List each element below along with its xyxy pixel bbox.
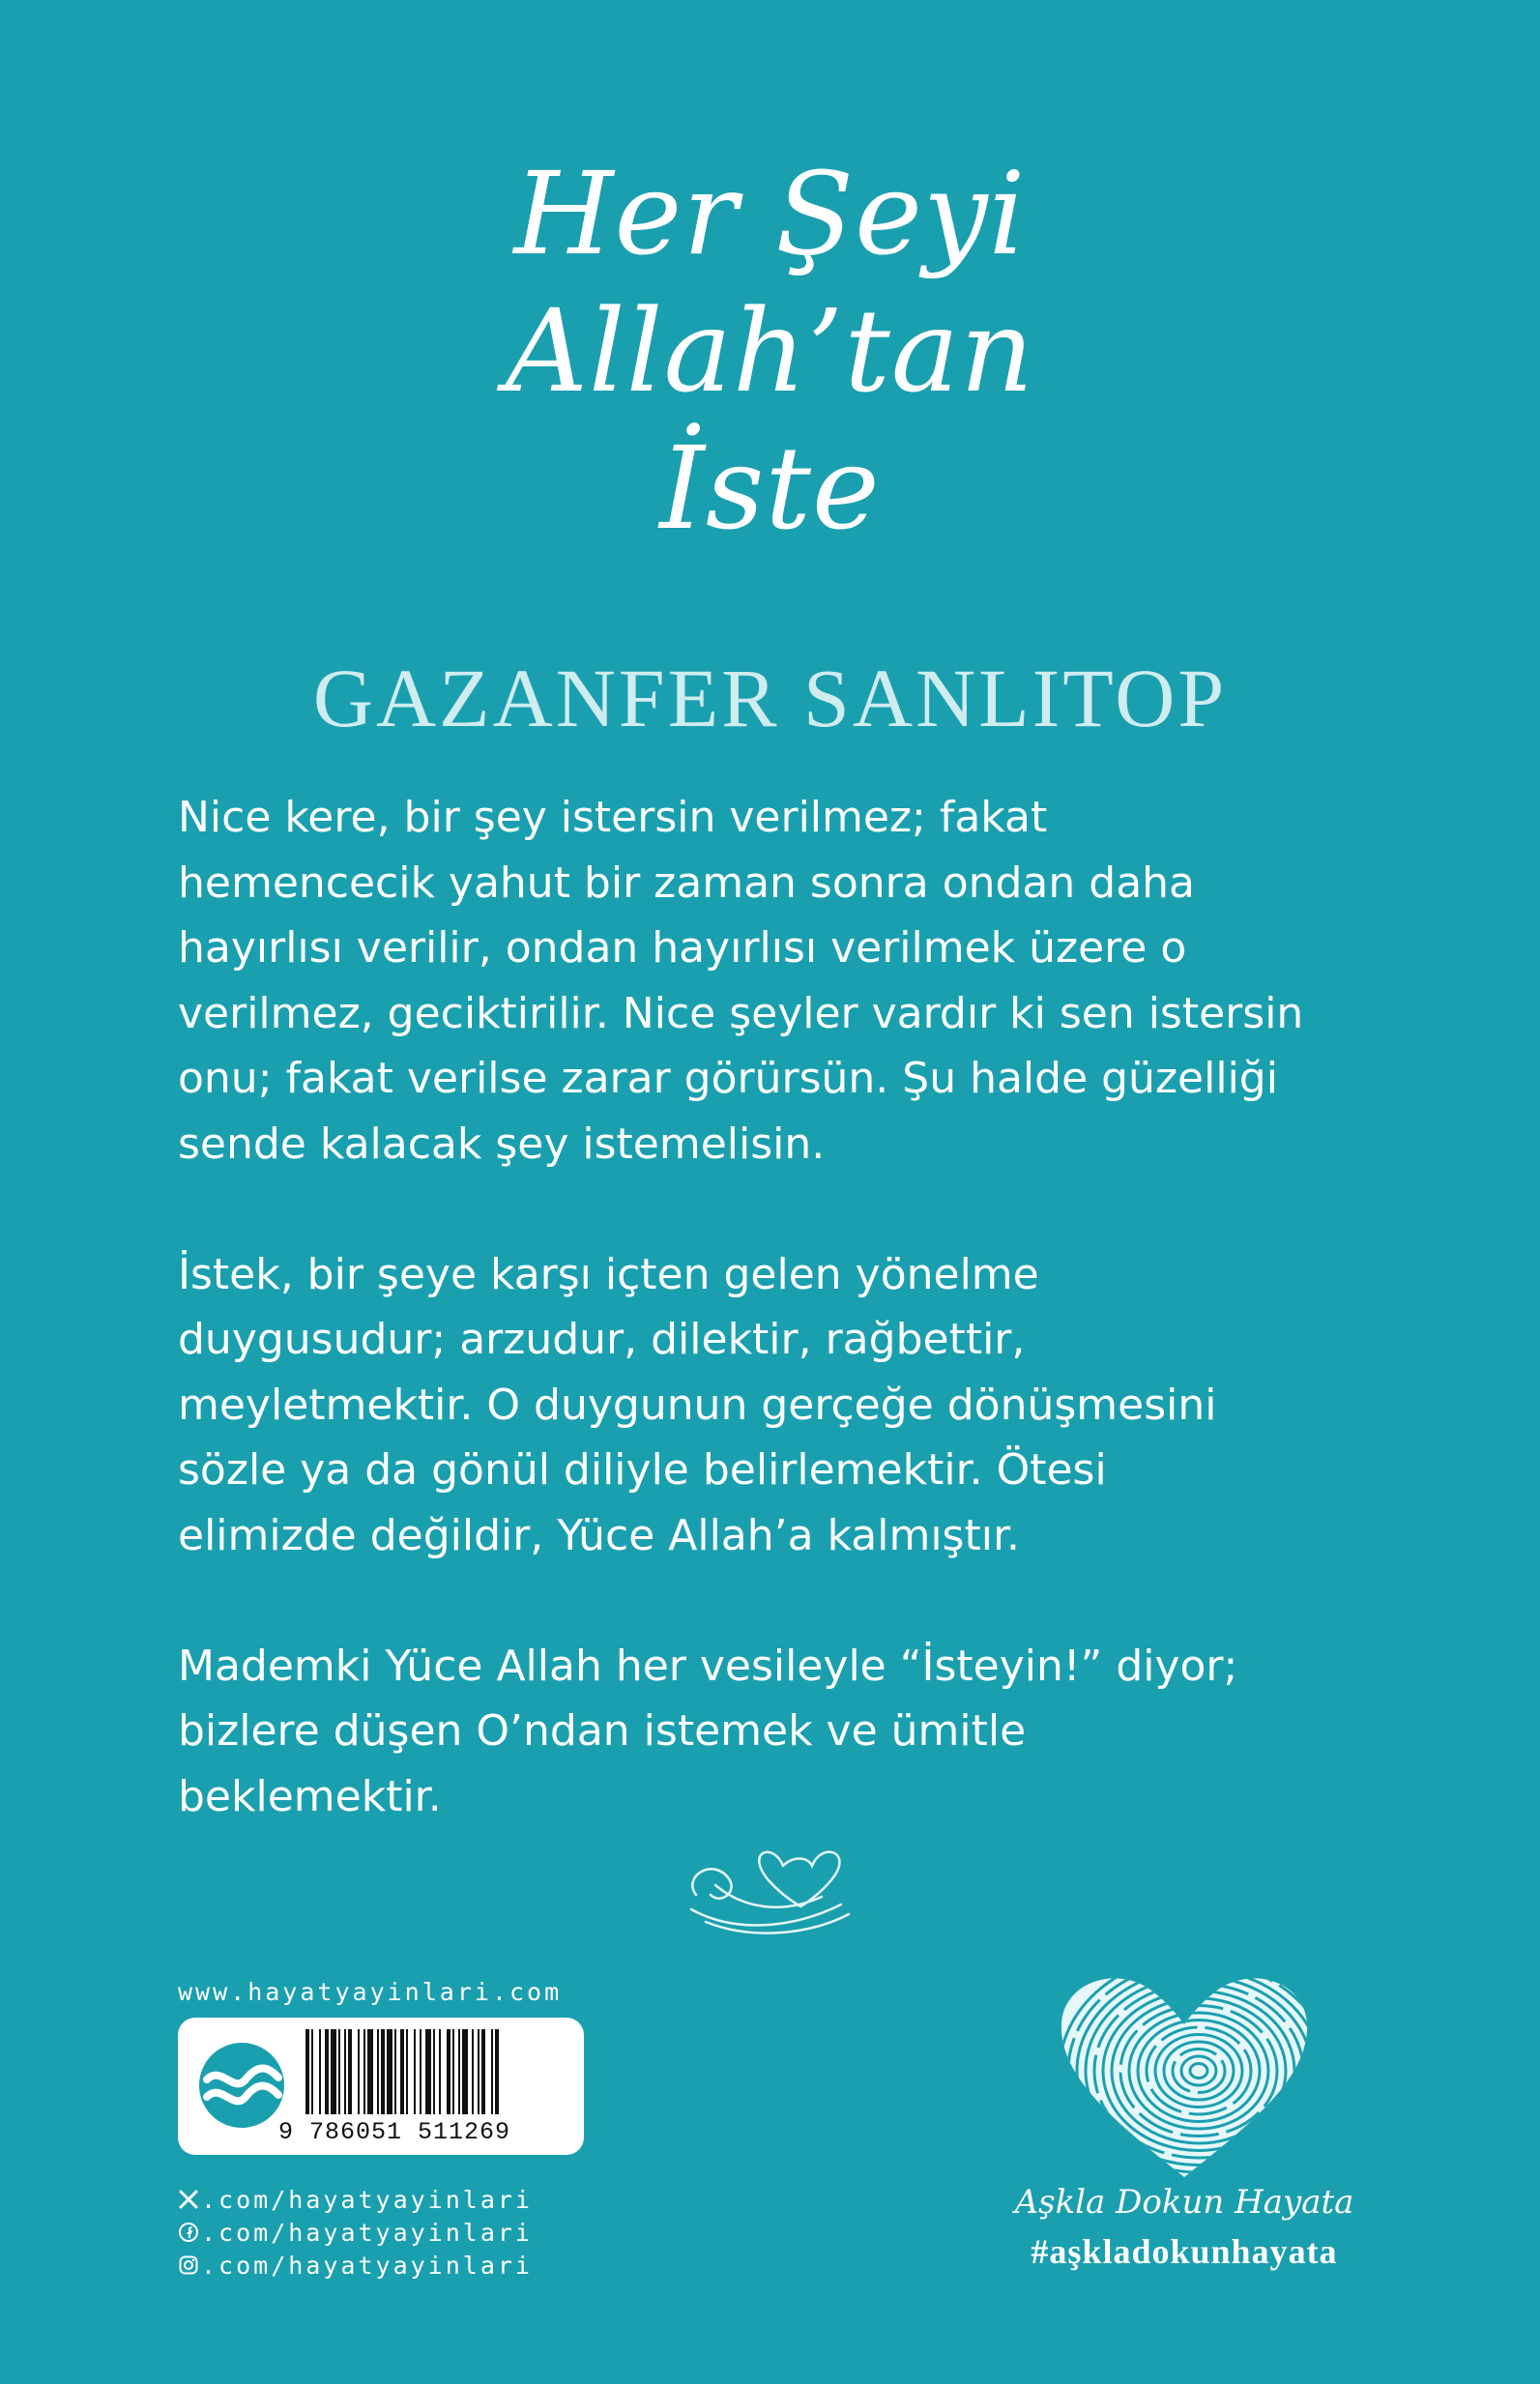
publisher-logo-icon bbox=[197, 2041, 286, 2130]
social-instagram-text: .com/hayatyayinlari bbox=[201, 2251, 533, 2280]
isbn-number: 9 786051 511269 bbox=[278, 2118, 511, 2146]
social-instagram[interactable] bbox=[178, 2249, 533, 2282]
slogan-text: Aşkla Dokun Hayata bbox=[1014, 2183, 1354, 2222]
social-x[interactable] bbox=[178, 2183, 533, 2216]
book-title bbox=[0, 145, 1540, 557]
slogan-hashtag: #aşkladokunhayata bbox=[1031, 2232, 1338, 2271]
title-line-3: İste bbox=[659, 422, 881, 555]
isbn-barcode bbox=[302, 2029, 572, 2126]
title-line-2: Allah’tan bbox=[505, 284, 1035, 418]
social-links bbox=[178, 2183, 533, 2282]
fingerprint-heart-icon bbox=[1054, 1964, 1315, 2187]
x-icon bbox=[178, 2189, 199, 2210]
publisher-website[interactable]: www.hayatyayinlari.com bbox=[178, 1978, 563, 2006]
social-facebook[interactable] bbox=[178, 2216, 533, 2249]
paragraph-3: Mademki Yüce Allah her vesileyle “İsteyin!” diyor; bizlere düşen O’ndan istemek ve ümitle beklemektir. bbox=[178, 1641, 1238, 1821]
title-line-1: Her Şeyi bbox=[513, 147, 1027, 280]
barcode-panel bbox=[178, 2018, 584, 2155]
paragraph-2: İstek, bir şeye karşı içten gelen yönelme duygusudur; arzudur, dilektir, rağbettir, meyletmektir. O duygunun gerçeğe dönüşmesini sözle ya da gönül diliyle belirlemektir. Ötesi elimizde değildir, Yüce Allah’a kalmıştır. bbox=[178, 1249, 1217, 1560]
facebook-icon bbox=[178, 2222, 199, 2243]
heart-ornament-icon bbox=[677, 1837, 860, 1943]
instagram-icon bbox=[178, 2254, 199, 2276]
paragraph-1: Nice kere, bir şey istersin verilmez; fakat hemencecik yahut bir zaman sonra ondan daha hayırlısı verilir, ondan hayırlısı verilmek üzere o verilmez, geciktirilir. Nice şeyler vardır ki sen istersin onu; fakat verilse zarar görürsün. Şu halde güzelliği sende kalacak şey istemelisin. bbox=[178, 793, 1304, 1169]
author-name: GAZANFER SANLITOP bbox=[312, 652, 1228, 744]
social-x-text: .com/hayatyayinlari bbox=[201, 2185, 533, 2214]
back-cover-text bbox=[178, 785, 1396, 1895]
social-facebook-text: .com/hayatyayinlari bbox=[201, 2218, 533, 2247]
